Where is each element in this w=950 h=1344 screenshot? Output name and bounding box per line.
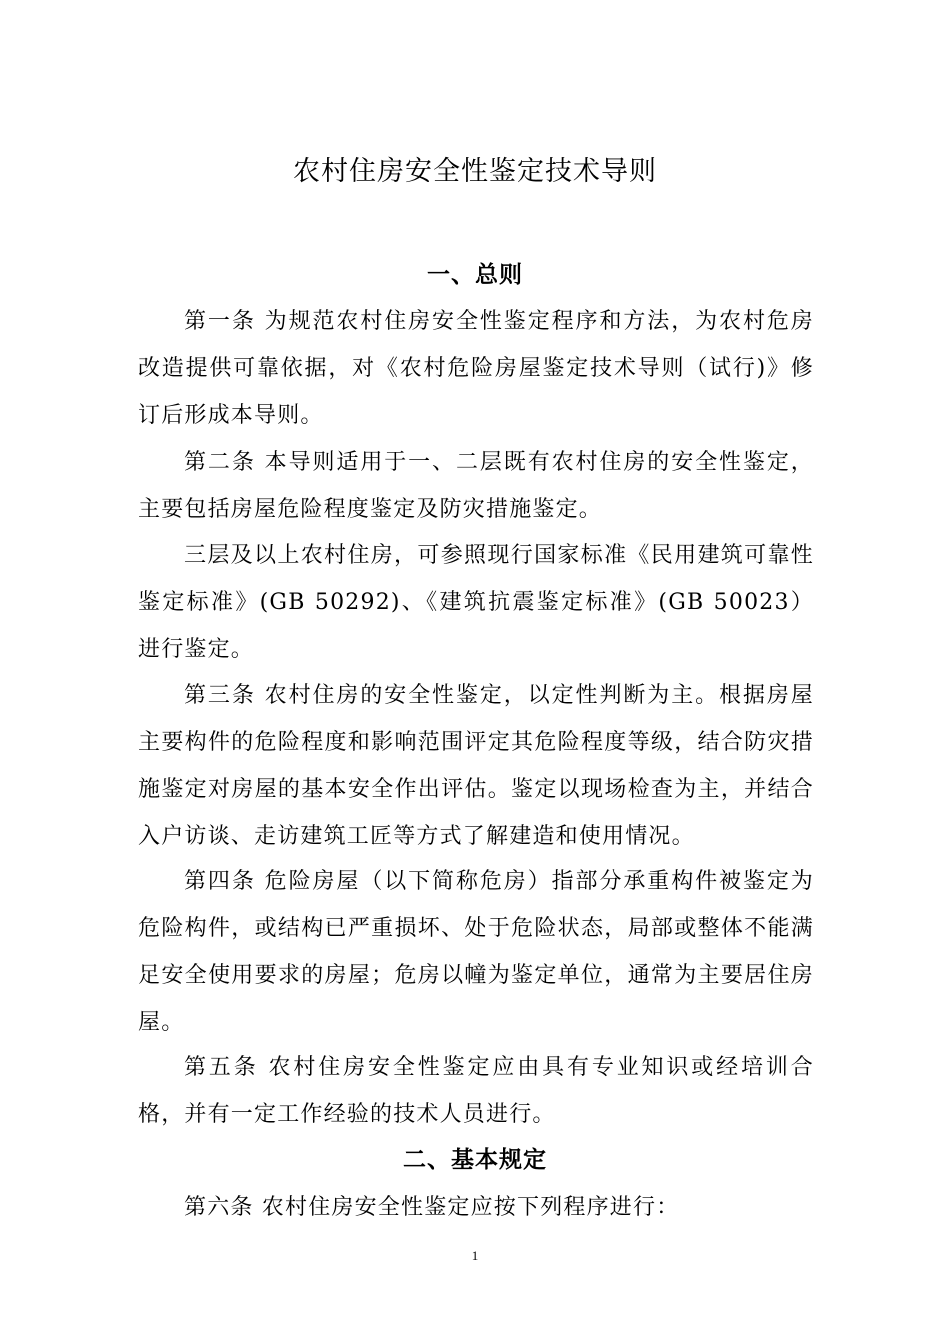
article-4-paragraph: 第四条 危险房屋（以下简称危房）指部分承重构件被鉴定为危险构件，或结构已严重损坏、处于危险状态，局部或整体不能满足安全使用要求的房屋；危房以幢为鉴定单位，通常为主要居住房屋。 <box>138 869 814 1035</box>
section-heading-basic-provisions: 二、基本规定 <box>403 1147 547 1173</box>
document-title: 农村住房安全性鉴定技术导则 <box>293 156 657 187</box>
article-1-paragraph: 第一条 为规范农村住房安全性鉴定程序和方法，为农村危房改造提供可靠依据，对《农村危险房屋鉴定技术导则（试行)》修订后形成本导则。 <box>138 309 814 428</box>
article-2-paragraph: 第二条 本导则适用于一、二层既有农村住房的安全性鉴定，主要包括房屋危险程度鉴定及防灾措施鉴定。 <box>138 450 814 522</box>
article-3-paragraph: 第三条 农村住房的安全性鉴定，以定性判断为主。根据房屋主要构件的危险程度和影响范围评定其危险程度等级，结合防灾措施鉴定对房屋的基本安全作出评估。鉴定以现场检查为主，并结合入户访谈、走访建筑工匠等方式了解建造和使用情况。 <box>138 683 814 849</box>
article-5-paragraph: 第五条 农村住房安全性鉴定应由具有专业知识或经培训合格，并有一定工作经验的技术人员进行。 <box>138 1055 814 1127</box>
article-2-supplement-paragraph: 三层及以上农村住房，可参照现行国家标准《民用建筑可靠性鉴定标准》(GB 50292)、《建筑抗震鉴定标准》(GB 50023）进行鉴定。 <box>138 543 814 662</box>
article-6-paragraph: 第六条 农村住房安全性鉴定应按下列程序进行： <box>184 1195 680 1220</box>
page-number: 1 <box>471 1248 479 1263</box>
section-heading-general: 一、总则 <box>427 262 523 288</box>
